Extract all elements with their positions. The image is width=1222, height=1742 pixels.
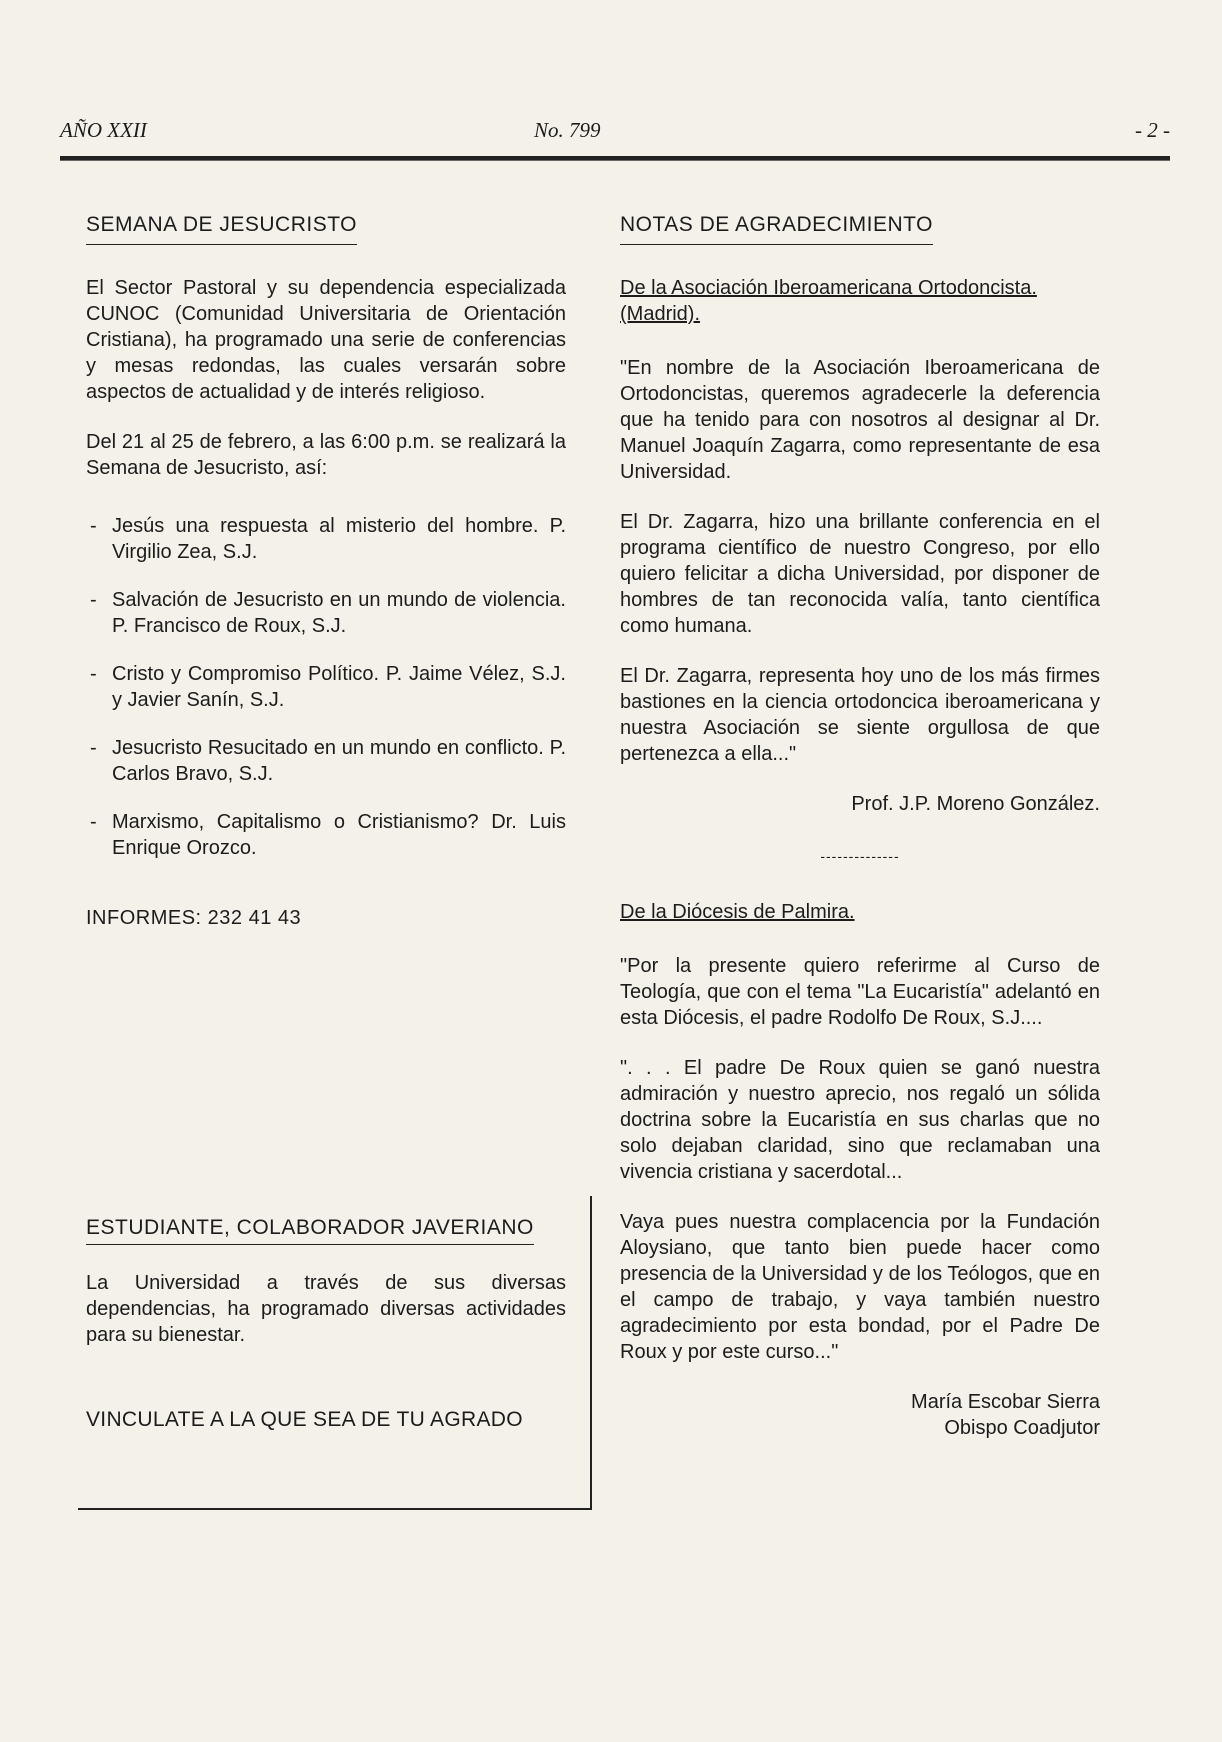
- issue-number: No. 799: [534, 118, 601, 142]
- box-cta: VINCULATE A LA QUE SEA DE TU AGRADO: [86, 1408, 523, 1431]
- notas-title: NOTAS DE AGRADECIMIENTO: [620, 212, 1100, 245]
- semana-dates: Del 21 al 25 de febrero, a las 6:00 p.m. se realizará la Semana de Jesucristo, así:: [86, 431, 566, 479]
- letter-paragraph: ". . . El padre De Roux quien se ganó nuestra admiración y nuestro aprecio, nos regaló un sólida doctrina sobre la Eucaristía en sus charlas que no solo dejaban claridad, sino que reclamaban una vivencia cristiana y sacerdotal...: [620, 1057, 1100, 1183]
- box-text: La Universidad a través de sus diversas dependencias, ha programado diversas actividades para su bienestar.: [86, 1272, 566, 1346]
- letter-paragraph: "En nombre de la Asociación Iberoamericana de Ortodoncistas, queremos agradecerle la deferencia que ha tenido para con nosotros al designar al Dr. Manuel Joaquín Zagarra, como representante de esa Universidad.: [620, 357, 1100, 483]
- separator: --------------: [820, 848, 900, 864]
- left-column: [86, 212, 566, 931]
- signature-role: Obispo Coadjutor: [944, 1417, 1100, 1439]
- page-number: - 2 -: [1135, 118, 1170, 142]
- signature-escobar: [620, 1389, 1100, 1441]
- source-diocesis: De la Diócesis de Palmira.: [620, 901, 855, 923]
- letter-paragraph: El Dr. Zagarra, hizo una brillante conferencia en el programa científico de nuestro Congreso, por ello quiero felicitar a dicha Universidad, por disponer de hombres de tan reconocida valía, tanto científica como humana.: [620, 511, 1100, 637]
- letter-paragraph: "Por la presente quiero referirme al Curso de Teología, que con el tema "La Eucaristía" adelantó en esta Diócesis, el padre Rodolfo De Roux, S.J....: [620, 955, 1100, 1029]
- semana-title: SEMANA DE JESUCRISTO: [86, 212, 566, 245]
- box-title: ESTUDIANTE, COLABORADOR JAVERIANO: [86, 1216, 534, 1245]
- list-item: - Jesús una respuesta al misterio del hombre. P. Virgilio Zea, S.J.: [90, 515, 566, 563]
- estudiante-box: [78, 1196, 592, 1510]
- list-item: - Salvación de Jesucristo en un mundo de violencia. P. Francisco de Roux, S.J.: [90, 589, 566, 637]
- source-asociacion: De la Asociación Iberoamericana Ortodoncista. (Madrid).: [620, 277, 1037, 325]
- right-column: [620, 212, 1100, 1441]
- signature-name: María Escobar Sierra: [911, 1391, 1100, 1413]
- info-phone: INFORMES: 232 41 43: [86, 907, 302, 929]
- page-header: [60, 118, 1170, 148]
- semana-intro: El Sector Pastoral y su dependencia especializada CUNOC (Comunidad Universitaria de Orientación Cristiana), ha programado una serie de conferencias y mesas redondas, las cuales versarán sobre aspectos de actualidad y de interés religioso.: [86, 277, 566, 403]
- list-item: - Marxismo, Capitalismo o Cristianismo? Dr. Luis Enrique Orozco.: [90, 811, 566, 859]
- list-item: - Jesucristo Resucitado en un mundo en conflicto. P. Carlos Bravo, S.J.: [90, 737, 566, 785]
- letter-paragraph: El Dr. Zagarra, representa hoy uno de los más firmes bastiones en la ciencia ortodoncica iberoamericana y nuestra Asociación se siente orgullosa de que pertenezca a ella...": [620, 665, 1100, 765]
- letter-paragraph: Vaya pues nuestra complacencia por la Fundación Aloysiano, que tanto bien puede hacer como presencia de la Universidad y de los Teólogos, que en el campo de trabajo, y vaya también nuestro agradecimiento por esta bondad, por el Padre De Roux y por este curso...": [620, 1211, 1100, 1363]
- year-label: AÑO XXII: [60, 118, 147, 142]
- list-item: - Cristo y Compromiso Político. P. Jaime Vélez, S.J. y Javier Sanín, S.J.: [90, 663, 566, 711]
- header-rule: [60, 156, 1170, 161]
- signature-moreno: Prof. J.P. Moreno González.: [851, 793, 1100, 815]
